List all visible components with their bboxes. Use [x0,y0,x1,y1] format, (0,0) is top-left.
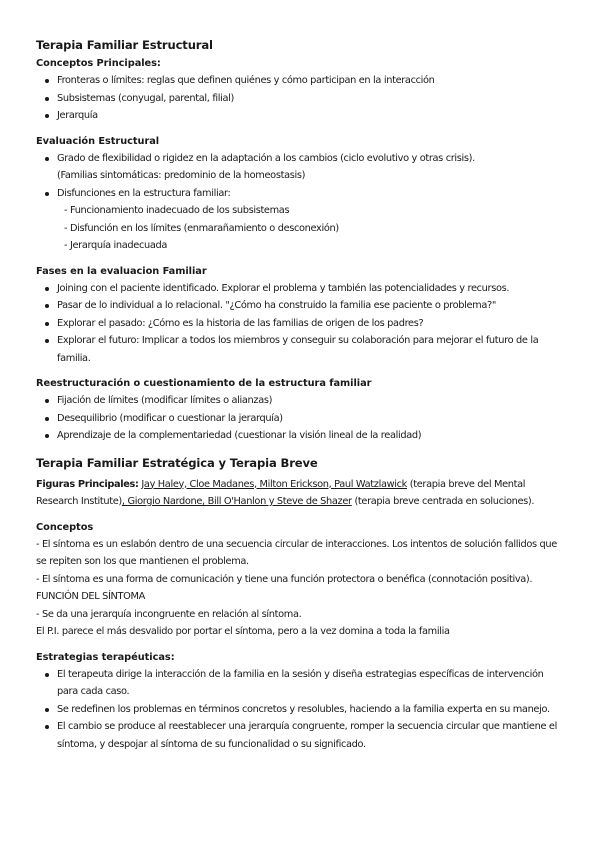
figuras-names-soluciones: , Giorgio Nardone, Bill O'Hanlon y Steve de Shazer [121,496,352,507]
figuras-names-mri: Jay Haley, Cloe Madanes, Milton Erickson, Paul Watzlawick [141,478,407,490]
estrategias-block [36,652,564,754]
reestructuracion-list [36,392,564,445]
list-item-line: Grado de flexibilidad o rigidez en la adaptación a los cambios (ciclo evolutivo y otras crisis). [57,152,475,164]
conceptos-block [36,522,564,641]
reestructuracion-block [36,378,564,445]
section-title-estructural: Terapia Familiar Estructural [36,38,213,52]
section-title-estrategica: Terapia Familiar Estratégica y Terapia Breve [36,455,318,470]
concepto-line: - Se da una jerarquía incongruente en relación al síntoma. [36,608,302,620]
figuras-block [36,476,564,511]
list-item [36,150,564,185]
list-item: El cambio se produce al reestablecer una jerarquía congruente, romper la secuencia circular que mantiene el síntoma, y despojar al síntoma de su funcionalidad o su significado. [36,718,564,753]
list-item: El terapeuta dirige la interacción de la familia en la sesión y diseña estrategias específicas de intervención para cada caso. [36,666,564,701]
evaluacion-estructural-heading: Evaluación Estructural [36,135,160,147]
fases-list [36,280,564,368]
list-item: Jerarquía [36,107,564,125]
list-item: Explorar el pasado: ¿Cómo es la historia de las familias de origen de los padres? [36,315,564,333]
fases-heading: Fases en la evaluacion Familiar [36,265,207,277]
estrategias-heading: Estrategias terapéuticas: [36,651,175,663]
conceptos-principales-heading: Conceptos Principales: [36,58,161,69]
evaluacion-estructural-block [36,136,564,255]
conceptos-heading: Conceptos [36,521,94,533]
list-item: Fijación de límites (modificar límites o alianzas) [36,392,564,410]
figuras-text-soluciones: (terapia breve centrada en soluciones). [351,496,535,507]
list-item: Subsistemas (conyugal, parental, filial) [36,90,564,108]
figuras-text-mri: (terapia breve del Mental Research Institute) [36,478,526,507]
figuras-label: Figuras Principales: [36,478,139,490]
list-item: Explorar el futuro: Implicar a todos los miembros y conseguir su colaboración para mejorar el futuro de la familia. [36,332,564,367]
list-item: Fronteras o límites: reglas que definen quiénes y cómo participan en la interacción [36,72,564,90]
evaluacion-list [36,150,564,203]
list-item: Pasar de lo individual a lo relacional. "¿Cómo ha construido la familia ese paciente o problema?" [36,297,564,315]
list-item: Se redefinen los problemas en términos concretos y resolubles, haciendo a la familia experta en su manejo. [36,701,564,719]
list-item-line: (Familias sintomáticas: predominio de la homeostasis) [57,170,306,181]
concepto-line: - El síntoma es un eslabón dentro de una secuencia circular de interacciones. Los intentos de solución fallidos que se repiten son los que mantienen el problema. [36,538,557,567]
document-page [36,38,564,764]
sub-item: - Jerarquía inadecuada [64,240,168,251]
figuras-paragraph [36,476,564,511]
sub-item: - Funcionamiento inadecuado de los subsistemas [64,205,290,216]
conceptos-principales-list [36,72,564,125]
reestructuracion-heading: Reestructuración o cuestionamiento de la estructura familiar [36,378,372,389]
sub-item: - Disfunción en los límites (enmarañamiento o desconexión) [64,222,339,234]
list-item: Disfunciones en la estructura familiar: [36,185,564,203]
concepto-line: - El síntoma es una forma de comunicación y tiene una función protectora o benéfica (connotación positiva). FUNCIÓN DEL SÍNTOMA [36,573,533,602]
conceptos-principales-block [36,58,564,125]
concepto-line: El P.I. parece el más desvalido por portar el síntoma, pero a la vez domina a toda la familia [36,626,450,637]
list-item: Aprendizaje de la complementariedad (cuestionar la visión lineal de la realidad) [36,427,564,445]
estrategias-list [36,666,564,754]
list-item: Desequilibrio (modificar o cuestionar la jerarquía) [36,410,564,428]
list-item: Joining con el paciente identificado. Explorar el problema y también las potencialidades y recursos. [36,280,564,298]
fases-block [36,266,564,368]
